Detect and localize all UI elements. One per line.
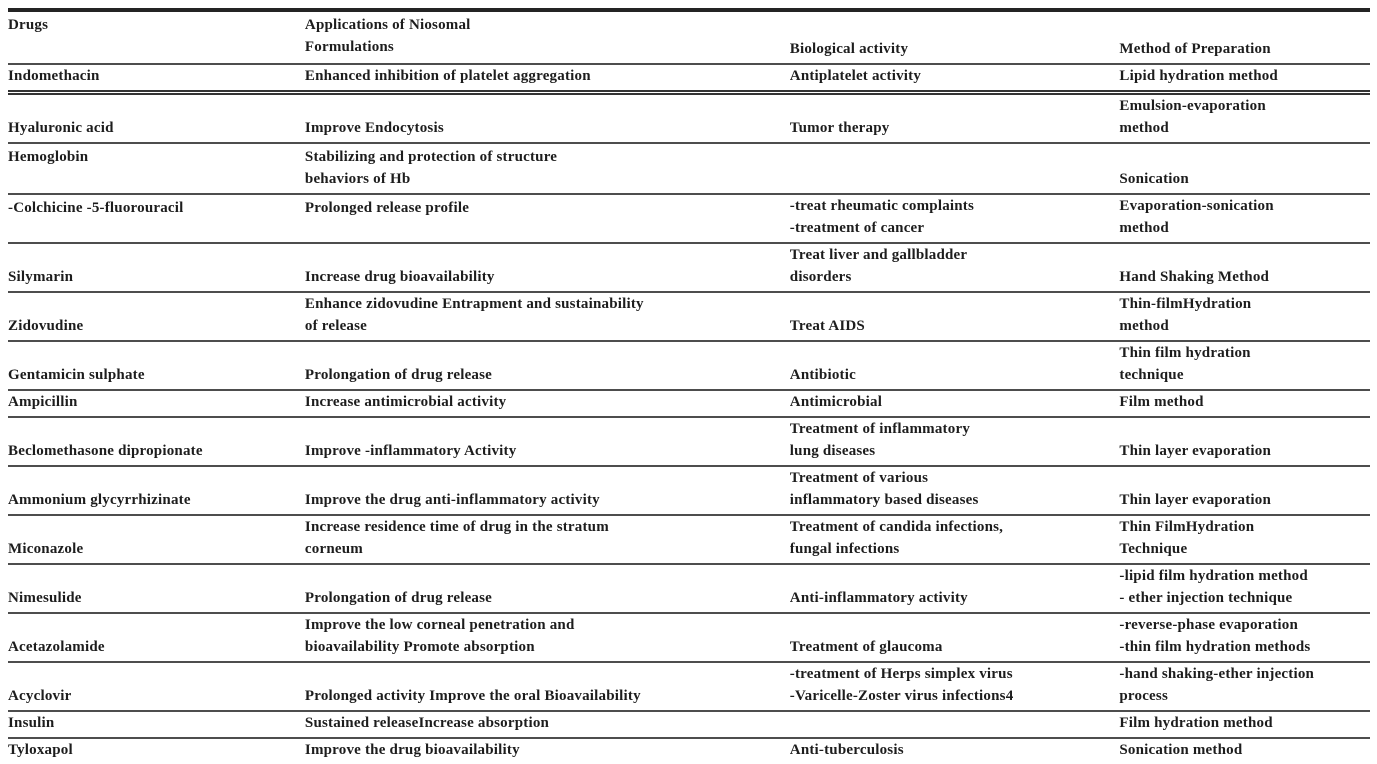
table-body bbox=[8, 64, 1370, 764]
cell-line: Lipid hydration method bbox=[1119, 68, 1278, 84]
cell-line: Hyaluronic acid bbox=[8, 120, 114, 136]
cell-line: Tumor therapy bbox=[789, 120, 890, 136]
cell-line: Thin FilmHydration bbox=[1119, 519, 1255, 535]
cell bbox=[1119, 564, 1370, 613]
cell-line: Insulin bbox=[8, 715, 55, 731]
cell-line: Increase residence time of drug in the stratum bbox=[304, 519, 609, 535]
cell bbox=[790, 711, 1120, 738]
cell bbox=[305, 466, 790, 515]
cell-line: Antibiotic bbox=[789, 367, 856, 383]
cell bbox=[1119, 341, 1370, 390]
cell bbox=[1119, 515, 1370, 564]
cell-line: Anti-tuberculosis bbox=[789, 742, 904, 758]
cell-line: corneum bbox=[304, 541, 363, 557]
cell bbox=[790, 662, 1120, 711]
table-row bbox=[8, 194, 1370, 243]
cell-line: behaviors of Hb bbox=[304, 171, 411, 187]
cell-line: -treat rheumatic complaints bbox=[789, 198, 975, 214]
cell bbox=[305, 613, 790, 662]
cell-line: Improve the low corneal penetration and bbox=[304, 617, 575, 633]
cell-line: -treatment of Herps simplex virus bbox=[789, 666, 1013, 682]
cell-line: Improve the drug bioavailability bbox=[304, 742, 520, 758]
cell-line: Beclomethasone dipropionate bbox=[8, 443, 203, 459]
cell-line: technique bbox=[1119, 367, 1184, 383]
cell-line: Emulsion-evaporation bbox=[1119, 98, 1266, 114]
cell bbox=[8, 292, 305, 341]
cell-line: -Varicelle-Zoster virus infections4 bbox=[789, 688, 1014, 704]
cell-line: Film method bbox=[1119, 394, 1204, 410]
table-row bbox=[8, 711, 1370, 738]
cell bbox=[790, 564, 1120, 613]
cell bbox=[1119, 93, 1370, 144]
cell bbox=[790, 466, 1120, 515]
cell bbox=[1119, 466, 1370, 515]
cell-line: of release bbox=[304, 318, 368, 334]
cell-line: -treatment of cancer bbox=[789, 220, 925, 236]
cell-line: Anti-inflammatory activity bbox=[789, 590, 968, 606]
cell bbox=[305, 93, 790, 144]
cell bbox=[1119, 243, 1370, 292]
cell bbox=[305, 390, 790, 417]
cell bbox=[1119, 292, 1370, 341]
cell-line: Prolongation of drug release bbox=[304, 367, 493, 383]
cell-line: Sonication method bbox=[1119, 742, 1243, 758]
cell bbox=[1119, 662, 1370, 711]
cell-line: Film hydration method bbox=[1119, 715, 1273, 731]
cell bbox=[305, 292, 790, 341]
cell bbox=[790, 613, 1120, 662]
cell-line: Sustained releaseIncrease absorption bbox=[304, 715, 550, 731]
cell bbox=[1119, 417, 1370, 466]
cell-line: Treatment of various bbox=[789, 470, 929, 486]
cell bbox=[8, 243, 305, 292]
cell-line: Method of Preparation bbox=[1119, 41, 1271, 57]
cell bbox=[790, 143, 1120, 194]
cell-line: Prolongation of drug release bbox=[304, 590, 493, 606]
cell-line: - ether injection technique bbox=[1119, 590, 1293, 606]
cell-line: Evaporation-sonication bbox=[1119, 198, 1274, 214]
cell bbox=[8, 341, 305, 390]
cell-line: Indomethacin bbox=[8, 68, 100, 84]
cell-line: Antimicrobial bbox=[789, 394, 883, 410]
cell bbox=[8, 93, 305, 144]
cell-line: Prolonged activity Improve the oral Bioavailability bbox=[304, 688, 641, 704]
cell-line: Antiplatelet activity bbox=[789, 68, 922, 84]
cell bbox=[8, 417, 305, 466]
cell-line: inflammatory based diseases bbox=[789, 492, 979, 508]
table-row bbox=[8, 292, 1370, 341]
table-row bbox=[8, 143, 1370, 194]
cell-line: Thin layer evaporation bbox=[1119, 443, 1272, 459]
cell-line: Miconazole bbox=[8, 541, 84, 557]
niosomal-applications-table bbox=[8, 8, 1370, 764]
cell bbox=[8, 466, 305, 515]
cell-line: Increase antimicrobial activity bbox=[304, 394, 507, 410]
cell bbox=[8, 143, 305, 194]
cell bbox=[8, 711, 305, 738]
cell-line: Hand Shaking Method bbox=[1119, 269, 1270, 285]
table-row bbox=[8, 466, 1370, 515]
column-header bbox=[8, 10, 305, 64]
cell bbox=[1119, 143, 1370, 194]
cell bbox=[790, 341, 1120, 390]
cell bbox=[790, 515, 1120, 564]
cell-line: Thin-filmHydration bbox=[1119, 296, 1252, 312]
column-header bbox=[1119, 10, 1370, 64]
cell bbox=[8, 613, 305, 662]
cell bbox=[790, 738, 1120, 764]
cell bbox=[305, 738, 790, 764]
cell-line: Enhanced inhibition of platelet aggregation bbox=[304, 68, 591, 84]
cell-line: Biological activity bbox=[789, 41, 909, 57]
cell-line: Formulations bbox=[304, 39, 394, 55]
cell-line: -Colchicine -5-fluorouracil bbox=[8, 200, 184, 216]
table-row bbox=[8, 564, 1370, 613]
table-row bbox=[8, 515, 1370, 564]
cell-line: fungal infections bbox=[789, 541, 900, 557]
table-header bbox=[8, 10, 1370, 64]
cell-line: Gentamicin sulphate bbox=[8, 367, 145, 383]
cell bbox=[790, 93, 1120, 144]
cell-line: Thin layer evaporation bbox=[1119, 492, 1272, 508]
cell-line: method bbox=[1119, 120, 1169, 136]
header-row bbox=[8, 10, 1370, 64]
cell bbox=[1119, 613, 1370, 662]
table-row bbox=[8, 64, 1370, 93]
cell-line: bioavailability Promote absorption bbox=[304, 639, 535, 655]
cell-line: Improve the drug anti-inflammatory activity bbox=[304, 492, 600, 508]
cell bbox=[305, 564, 790, 613]
cell-line: Hemoglobin bbox=[8, 149, 89, 165]
cell-line: Nimesulide bbox=[8, 590, 82, 606]
cell-line: Treatment of inflammatory bbox=[789, 421, 971, 437]
cell-line: Increase drug bioavailability bbox=[304, 269, 495, 285]
cell-line: Acetazolamide bbox=[8, 639, 105, 655]
cell-line: Prolonged release profile bbox=[304, 200, 470, 216]
table-row bbox=[8, 390, 1370, 417]
cell-line: -thin film hydration methods bbox=[1119, 639, 1311, 655]
cell-line: Thin film hydration bbox=[1119, 345, 1251, 361]
cell-line: Ampicillin bbox=[8, 394, 78, 410]
cell bbox=[305, 662, 790, 711]
cell-line: Zidovudine bbox=[8, 318, 84, 334]
cell bbox=[8, 738, 305, 764]
cell-line: method bbox=[1119, 318, 1169, 334]
cell bbox=[1119, 711, 1370, 738]
cell-line: Improve Endocytosis bbox=[304, 120, 444, 136]
column-header bbox=[790, 10, 1120, 64]
cell bbox=[8, 564, 305, 613]
cell-line: Improve -inflammatory Activity bbox=[304, 443, 517, 459]
cell-line: -reverse-phase evaporation bbox=[1119, 617, 1299, 633]
cell bbox=[305, 515, 790, 564]
table-row bbox=[8, 243, 1370, 292]
cell-line: Silymarin bbox=[8, 269, 74, 285]
cell bbox=[790, 64, 1120, 93]
table-row bbox=[8, 738, 1370, 764]
cell bbox=[790, 194, 1120, 243]
table-row bbox=[8, 662, 1370, 711]
cell-line: Tyloxapol bbox=[8, 742, 73, 758]
cell bbox=[1119, 390, 1370, 417]
cell-line: lung diseases bbox=[789, 443, 876, 459]
cell-line: Treatment of glaucoma bbox=[789, 639, 943, 655]
cell bbox=[305, 711, 790, 738]
cell bbox=[8, 390, 305, 417]
cell-line: method bbox=[1119, 220, 1169, 236]
cell bbox=[1119, 194, 1370, 243]
cell-line: -hand shaking-ether injection bbox=[1119, 666, 1315, 682]
cell bbox=[8, 64, 305, 93]
cell bbox=[8, 194, 305, 243]
cell bbox=[1119, 64, 1370, 93]
cell bbox=[8, 662, 305, 711]
cell-line: disorders bbox=[789, 269, 852, 285]
cell bbox=[305, 243, 790, 292]
table-row bbox=[8, 613, 1370, 662]
cell bbox=[1119, 738, 1370, 764]
cell-line: Technique bbox=[1119, 541, 1188, 557]
table-row bbox=[8, 341, 1370, 390]
cell bbox=[305, 341, 790, 390]
table-row bbox=[8, 93, 1370, 144]
cell-line: Applications of Niosomal bbox=[304, 17, 471, 33]
cell-line: Enhance zidovudine Entrapment and sustainability bbox=[304, 296, 644, 312]
cell bbox=[305, 143, 790, 194]
cell bbox=[790, 243, 1120, 292]
cell bbox=[790, 390, 1120, 417]
cell bbox=[790, 417, 1120, 466]
cell-line: Treat AIDS bbox=[789, 318, 865, 334]
table-row bbox=[8, 417, 1370, 466]
cell bbox=[305, 417, 790, 466]
cell-line: Ammonium glycyrrhizinate bbox=[8, 492, 191, 508]
cell-line: Drugs bbox=[8, 17, 49, 33]
cell-line: Sonication bbox=[1119, 171, 1189, 187]
cell bbox=[305, 64, 790, 93]
cell-line: process bbox=[1119, 688, 1168, 704]
cell bbox=[8, 515, 305, 564]
cell bbox=[305, 194, 790, 243]
cell-line: Treat liver and gallbladder bbox=[789, 247, 968, 263]
cell-line: Stabilizing and protection of structure bbox=[304, 149, 558, 165]
cell bbox=[790, 292, 1120, 341]
cell-line: -lipid film hydration method bbox=[1119, 568, 1308, 584]
cell-line: Acyclovir bbox=[8, 688, 72, 704]
cell-line: Treatment of candida infections, bbox=[789, 519, 1004, 535]
column-header bbox=[305, 10, 790, 64]
